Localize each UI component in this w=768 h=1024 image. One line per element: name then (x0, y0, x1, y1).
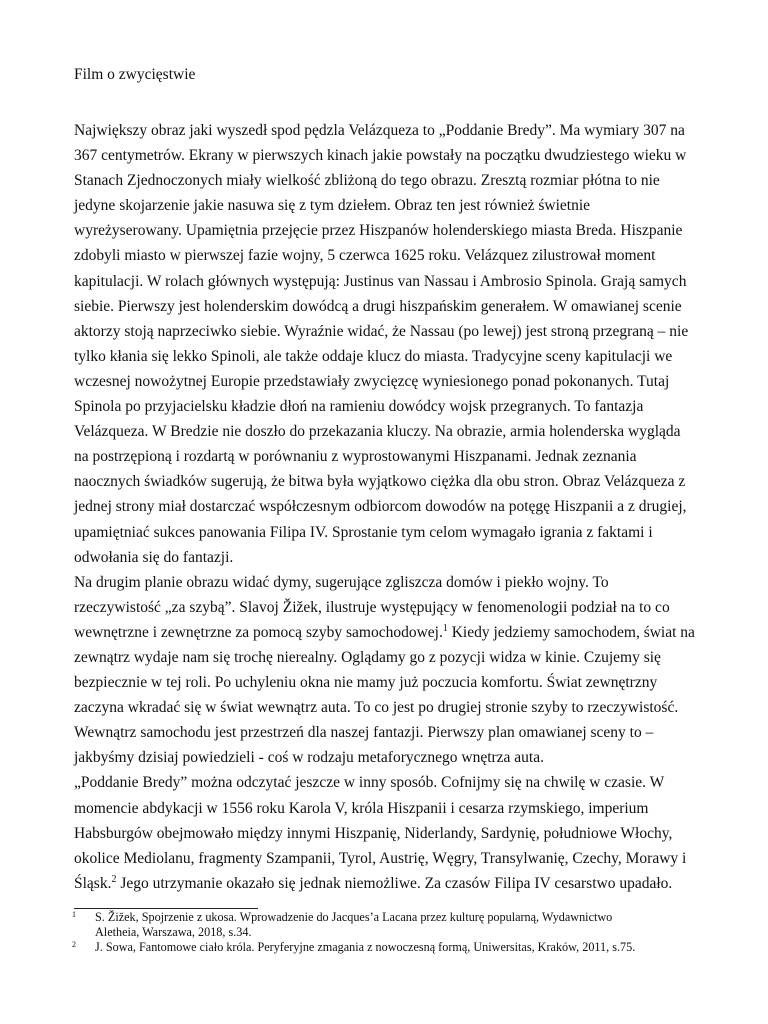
text-line (74, 545, 714, 570)
footnotes (74, 910, 714, 956)
text-segment: Największy obraz jaki wyszedł spod pędzla Velázqueza to „Poddanie Bredy”. Ma wymiary 307 na (74, 122, 685, 139)
text-segment: aktorzy stoją naprzeciwko siebie. Wyraźnie widać, że Nassau (po lewej) jest stroną przegraną – nie (74, 322, 689, 340)
text-segment: jedyne skojarzenie jakie nasuwa się z tym dziełem. Obraz ten jest również świetnie (74, 197, 591, 215)
text-line (74, 444, 714, 469)
text-line (74, 620, 714, 645)
text-line (74, 168, 714, 193)
text-segment: „Poddanie Bredy” można odczytać jeszcze w inny sposób. Cofnijmy się na chwilę w czasie. W (74, 774, 665, 792)
text-line (74, 369, 714, 394)
text-segment: Jego utrzymanie okazało się jednak niemożliwe. Za czasów Filipa IV cesarstwo upadało. (116, 874, 673, 892)
text-segment: 367 centymetrów. Ekrany w pierwszych kinach jakie powstały na początku dwudziestego wieku w (74, 147, 687, 165)
footnote-text: Aletheia, Warszawa, 2018, s.34. (95, 925, 252, 940)
text-line (74, 218, 714, 243)
text-segment: kapitulacji. W rolach głównych występują: Justinus van Nassau i Ambrosio Spinola. Grają samych (74, 272, 687, 290)
text-segment: okolice Mediolanu, fragmenty Szampanii, Tyrol, Austrię, Węgry, Transylwanię, Czechy, Morawy i (74, 849, 687, 867)
text-line (74, 143, 714, 168)
text-segment: wewnętrzne i zewnętrzne za pomocą szyby samochodowej. (74, 623, 443, 641)
text-line (74, 520, 714, 545)
document-title: Film o zwycięstwie (74, 66, 196, 83)
text-line (74, 720, 714, 745)
text-segment: zaczyna wkradać się w świat wewnątrz auta. To co jest po drugiej stronie szyby to rzeczywistość. (74, 699, 679, 717)
text-segment: momencie abdykacji w 1556 roku Karola V, króla Hiszpanii i cesarza rzymskiego, imperium (74, 799, 649, 817)
text-segment: upamiętniać sukces panowania Filipa IV. Sprostanie tym celom wymagało igrania z faktami i (74, 523, 653, 541)
text-segment: rzeczywistość „za szybą”. Slavoj Žižek, ilustruje występujący w fenomenologii podział na to co (74, 598, 670, 616)
text-line (74, 846, 714, 871)
text-line (74, 269, 714, 294)
text-segment: zewnątrz wydaje nam się trochę nierealny. Oglądamy go z pozycji widza w kinie. Czujemy się (74, 648, 661, 666)
text-line (74, 695, 714, 720)
text-segment: Stanach Zjednoczonych miały wielkość zbliżoną do tego obrazu. Zresztą rozmiar płótna to nie (74, 172, 660, 190)
text-segment: wczesnej nowożytnej Europie przedstawiały zwycięzcę wyniesionego ponad pokonanych. Tutaj (74, 372, 670, 390)
text-segment: siebie. Pierwszy jest holenderskim dowódcą a drugi hiszpańskim generałem. W omawianej scenie (74, 297, 682, 315)
text-line (74, 319, 714, 344)
text-segment: jednej strony miał dostarczać współczesnym odbiorcom dowodów na potęgę Hiszpanii a z drugiej, (74, 498, 687, 516)
footnote-separator (74, 908, 258, 909)
text-segment: Na drugim planie obrazu widać dymy, sugerujące zgliszcza domów i piekło wojny. To (74, 573, 609, 591)
text-segment: Kiedy jedziemy samochodem, świat na (447, 623, 695, 641)
text-segment: jakbyśmy dzisiaj powiedzieli - coś w rodzaju metaforycznego wnętrza auta. (74, 749, 544, 767)
footnote-text: S. Žižek, Spojrzenie z ukosa. Wprowadzenie do Jacques’a Lacana przez kulturę popularną, Wydawnictwo (95, 910, 613, 924)
text-line (74, 243, 714, 268)
footnote-reference: 2 (111, 873, 117, 885)
text-line (74, 770, 714, 795)
text-segment: Śląsk. (74, 874, 112, 892)
text-segment: Velázqueza. W Bredzie nie doszło do przekazania kluczy. Na obrazie, armia holenderska wygląda (74, 423, 681, 441)
footnote-number: 2 (72, 940, 76, 950)
text-segment: na postrzępioną i rozdartą w porównaniu z wyprostowanymi Hiszpanami. Jednak zeznania (74, 448, 637, 466)
footnote-reference: 1 (442, 622, 448, 634)
text-segment: wyreżyserowany. Upamiętnia przejęcie przez Hiszpanów holenderskiego miasta Breda. Hiszpanie (74, 222, 683, 240)
footnote-line (74, 910, 714, 925)
text-line (74, 595, 714, 620)
text-line (74, 344, 714, 369)
text-line (74, 118, 714, 143)
text-line (74, 193, 714, 218)
text-segment: naocznych świadków sugerują, że bitwa była wyjątkowo ciężka dla obu stron. Obraz Velázqueza z (74, 473, 686, 491)
text-segment: Spinola po przyjacielsku kładzie dłoń na ramieniu dowódcy wojsk przegranych. To fantazja (74, 398, 644, 416)
text-segment: tylko kłania się lekko Spinoli, ale także oddaje klucz do miasta. Tradycyjne sceny kapitulacji we (74, 347, 673, 365)
text-line (74, 494, 714, 519)
footnote-number: 1 (72, 910, 76, 919)
text-line (74, 394, 714, 419)
text-line (74, 796, 714, 821)
text-line (74, 294, 714, 319)
text-segment: zdobyli miasto w pierwszej fazie wojny, 5 czerwca 1625 roku. Velázquez zilustrował moment (74, 247, 656, 265)
text-line (74, 645, 714, 670)
text-segment: bezpiecznie w tej roli. Po uchyleniu okna nie mamy już poczucia komfortu. Świat zewnętrzny (74, 674, 658, 692)
document-body (74, 118, 714, 896)
footnote-line (74, 940, 714, 955)
text-line (74, 821, 714, 846)
text-line (74, 871, 714, 896)
text-line (74, 670, 714, 695)
text-segment: odwołania się do fantazji. (74, 548, 234, 566)
text-segment: Habsburgów obejmowało między innymi Hiszpanię, Niderlandy, Sardynię, południowe Włochy, (74, 824, 673, 842)
text-segment: Wewnątrz samochodu jest przestrzeń dla naszej fantazji. Pierwszy plan omawianej sceny to – (74, 724, 654, 742)
text-line (74, 419, 714, 444)
text-line (74, 745, 714, 770)
footnote-text: J. Sowa, Fantomowe ciało króla. Peryferyjne zmagania z nowoczesną formą, Uniwersitas, Kraków, 2011, s.75. (95, 940, 636, 955)
text-line (74, 570, 714, 595)
footnote-line (74, 925, 714, 940)
text-line (74, 469, 714, 494)
